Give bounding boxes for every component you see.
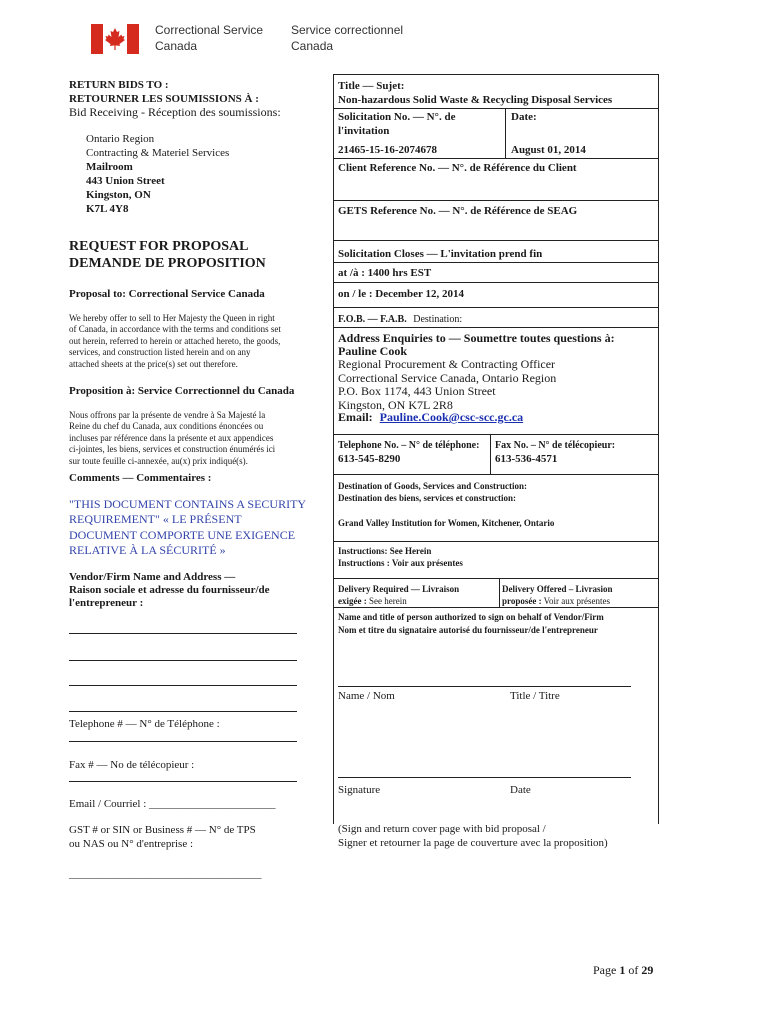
bid-receiving: Bid Receiving - Réception des soumissions: [69, 105, 281, 119]
contact-details: Regional Procurement & Contracting Officer Correctional Service Canada, Ontario Region P.O. Box 1174, 443 Union Street Kingston, ON K7L 2R8 [338, 357, 557, 412]
right-box-top-border [333, 74, 659, 75]
destination-value: Grand Valley Institution for Women, Kitchener, Ontario [338, 518, 555, 528]
title-label: Title — Sujet: [338, 80, 405, 92]
page-prefix: Page [593, 963, 620, 977]
divider [333, 262, 659, 263]
solicitation-closes-label: Solicitation Closes — L'invitation prend fin [338, 248, 543, 260]
closes-time: at /à : 1400 hrs EST [338, 267, 432, 279]
vendor-label-line2: Raison sociale et adresse du fournisseur/de [69, 584, 270, 596]
email-row [338, 410, 523, 425]
date-label: Date: [511, 111, 537, 123]
divider [333, 158, 659, 159]
delivery-required-text: See herein [366, 595, 407, 606]
org-name-en-line1: Correctional Service [155, 23, 264, 37]
org-name-en-line2: Canada [155, 39, 198, 53]
closes-date: on / le : December 12, 2014 [338, 288, 464, 300]
fax-label-right: Fax No. – N° de télécopieur: [495, 440, 616, 451]
divider [333, 240, 659, 241]
delivery-required-prefix: exigée : [338, 595, 367, 606]
gst-label-line2: ou NAS ou N° d'entreprise : [69, 838, 194, 850]
return-address [86, 132, 229, 216]
comments-label: Comments — Commentaires : [69, 472, 212, 484]
org-name-fr-line1: Service correctionnel [291, 23, 404, 37]
divider [499, 578, 500, 607]
divider [333, 282, 659, 283]
delivery-required [338, 584, 459, 607]
right-box-right-border [658, 74, 659, 824]
delivery-required-value [338, 596, 459, 608]
divider [333, 200, 659, 201]
authorized-signatory-label: Name and title of person authorized to sign on behalf of Vendor/Firm Nom et titre du signataire autorisé du fournisseur/de l'entrepreneur [338, 612, 604, 635]
telephone-field[interactable] [69, 741, 297, 742]
gst-label [69, 823, 256, 851]
instructions: Instructions: See Herein Instructions : Voir aux présentes [338, 546, 463, 568]
date-sig-label: Date [510, 784, 531, 796]
gst-label-line1: GST # or SIN or Business # — N° de TPS [69, 824, 256, 836]
address-line: K7L 4Y8 [86, 203, 129, 215]
page-total: 29 [641, 963, 654, 977]
return-bids-line1: RETURN BIDS TO : [69, 79, 169, 91]
delivery-offered-prefix: proposée : [502, 595, 542, 606]
vendor-address-line[interactable] [69, 711, 297, 712]
vendor-label-line1: Vendor/Firm Name and Address — [69, 571, 236, 583]
email-label: Email / Courriel : _______________________ [69, 798, 276, 810]
signature-date-line[interactable] [338, 777, 631, 778]
canada-flag-logo [91, 24, 139, 54]
vendor-label [69, 571, 270, 610]
vendor-label-line3: l'entrepreneur : [69, 597, 144, 609]
fax-field[interactable] [69, 781, 297, 782]
fob-row [338, 313, 462, 326]
telephone-label: Telephone # — N° de Téléphone : [69, 718, 220, 730]
name-label: Name / Nom [338, 690, 395, 702]
delivery-required-label: Delivery Required — Livraison [338, 584, 460, 594]
offer-text-en: We hereby offer to sell to Her Majesty the Queen in right of Canada, in accordance with the terms and conditions set out herein, referred to herein or attached hereto, the goods, services, and construction listed herein and on any attached sheets at the price(s) set out therefore. [69, 313, 281, 369]
proposal-to: Proposal to: Correctional Service Canada [69, 288, 265, 300]
page-current: 1 [619, 963, 626, 977]
return-bids-line2: RETOURNER LES SOUMISSIONS À : [69, 93, 259, 105]
address-line: Ontario Region [86, 133, 155, 145]
proposition-fr: Proposition à: Service Correctionnel du Canada [69, 385, 295, 397]
gets-reference-label: GETS Reference No. — N°. de Référence de SEAG [338, 205, 578, 217]
org-name-fr-line2: Canada [291, 39, 334, 53]
divider [505, 108, 506, 158]
rfp-title-en: REQUEST FOR PROPOSAL [69, 239, 249, 254]
divider [333, 108, 659, 109]
org-name-fr [291, 22, 403, 54]
email-link[interactable]: Pauline.Cook@csc-scc.gc.ca [379, 410, 524, 424]
solicitation-number: 21465-15-16-2074678 [338, 144, 437, 156]
security-requirement: "THIS DOCUMENT CONTAINS A SECURITY REQUIREMENT" « LE PRÉSENT DOCUMENT COMPORTE UNE EXIGENCE RELATIVE À LA SÉCURITÉ » [69, 497, 307, 557]
date-value: August 01, 2014 [511, 144, 586, 156]
right-box-left-border [333, 74, 334, 824]
name-title-signature-line[interactable] [338, 686, 631, 687]
vendor-name-line[interactable] [69, 633, 297, 634]
offer-text-fr: Nous offrons par la présente de vendre à Sa Majesté la Reine du chef du Canada, aux conditions énoncées ou incluses par référence dans la présente et aux appendices ci-jointes, les biens, services et construction énumérés ici sur toute feuille ci-annexée, au(x) prix indiqué(s). [69, 410, 276, 466]
divider [490, 434, 491, 474]
divider [333, 307, 659, 308]
email-label-right: Email: [338, 410, 373, 424]
divider [333, 541, 659, 542]
title-sig-label: Title / Titre [510, 690, 560, 702]
divider [333, 607, 659, 608]
divider [333, 474, 659, 475]
destination-label: Destination of Goods, Services and Construction: Destination des biens, services et construction: [338, 481, 528, 503]
fax-label: Fax # — No de télécopieur : [69, 759, 195, 771]
phone-value: 613-545-8290 [338, 453, 401, 465]
fob-label: F.O.B. — F.A.B. [338, 314, 407, 325]
delivery-offered-label: Delivery Offered – Livrasion [502, 584, 613, 594]
client-reference-label: Client Reference No. — N°. de Référence du Client [338, 162, 577, 174]
sign-return-note: (Sign and return cover page with bid proposal / Signer et retourner la page de couverture avec la proposition) [338, 823, 608, 849]
title-value: Non-hazardous Solid Waste & Recycling Disposal Services [338, 94, 613, 106]
fob-destination: Destination: [413, 314, 463, 325]
delivery-offered-text: Voir aux présentes [541, 595, 610, 606]
address-line: Kingston, ON [86, 189, 151, 201]
page-number [593, 963, 653, 978]
address-line: Mailroom [86, 161, 133, 173]
signature-label: Signature [338, 784, 381, 796]
address-line: Contracting & Materiel Services [86, 147, 230, 159]
page-of: of [625, 963, 642, 977]
enquiries-label: Address Enquiries to — Soumettre toutes questions à: [338, 331, 615, 345]
phone-label: Telephone No. – N° de téléphone: [338, 440, 480, 451]
org-name-en [155, 22, 263, 54]
rfp-title [69, 238, 266, 272]
solicitation-label: Solicitation No. — N°. de l'invitation [338, 111, 456, 137]
rfp-title-fr: DEMANDE DE PROPOSITION [69, 256, 266, 271]
divider [333, 434, 659, 435]
divider [333, 578, 659, 579]
fax-value: 613-536-4571 [495, 453, 558, 465]
address-line: 443 Union Street [86, 175, 165, 187]
vendor-address-line[interactable] [69, 660, 297, 661]
delivery-offered-value [502, 596, 613, 608]
contact-name: Pauline Cook [338, 344, 408, 358]
gst-field[interactable]: ___________________________________ [69, 868, 262, 880]
delivery-offered [502, 584, 613, 607]
vendor-address-line[interactable] [69, 685, 297, 686]
divider [333, 327, 659, 328]
